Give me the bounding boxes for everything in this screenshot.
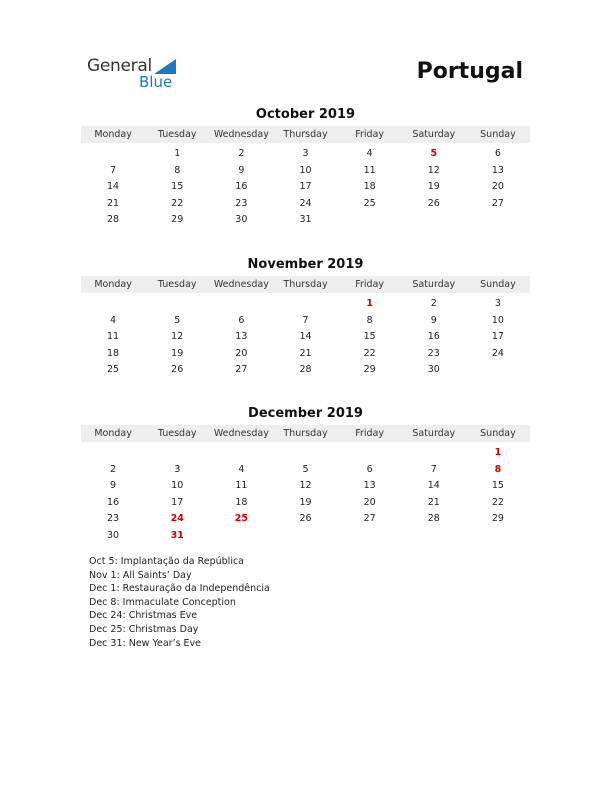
- day-grid: [81, 146, 530, 229]
- day-cell: 5: [302, 463, 309, 475]
- empty-cell: [209, 296, 273, 313]
- day-cell: 7: [302, 314, 309, 326]
- weekday-label: Monday: [94, 279, 132, 290]
- day-cell: 3: [302, 148, 309, 159]
- day-cell: 3: [494, 298, 501, 309]
- month-title: December 2019: [248, 406, 363, 421]
- day-cell: 18: [107, 347, 120, 359]
- day-cell: 17: [171, 496, 184, 508]
- day-cell: 23: [235, 197, 248, 209]
- holiday-note: Nov 1: All Saints’ Day: [89, 569, 192, 581]
- day-cell: 8: [366, 314, 373, 326]
- holiday-note: Dec 25: Christmas Day: [89, 623, 199, 635]
- day-cell: 15: [171, 181, 184, 192]
- day-cell: 17: [491, 331, 504, 342]
- day-cell: 22: [363, 347, 376, 359]
- day-cell: 20: [363, 496, 376, 508]
- weekday-label: Sunday: [480, 428, 516, 439]
- day-cell: 10: [299, 164, 312, 176]
- day-cell: 19: [171, 347, 184, 359]
- holiday-note: Dec 8: Immaculate Conception: [89, 596, 236, 608]
- day-cell: 9: [430, 314, 437, 326]
- day-cell: 7: [110, 164, 117, 176]
- weekday-header: [81, 276, 530, 293]
- day-cell: 18: [363, 181, 376, 192]
- day-cell: 6: [494, 148, 501, 159]
- empty-cell: [145, 296, 209, 313]
- day-cell: 24: [299, 197, 312, 209]
- day-cell: 29: [171, 214, 184, 225]
- day-cell: 16: [235, 181, 248, 192]
- weekday-label: Sunday: [480, 129, 516, 140]
- empty-cell: [81, 296, 145, 313]
- empty-cell: [273, 296, 337, 313]
- day-cell: 28: [427, 513, 440, 524]
- weekday-label: Monday: [94, 129, 132, 140]
- logo-word-general: General: [87, 56, 152, 76]
- holiday-day-cell: 25: [234, 513, 248, 524]
- weekday-label: Saturday: [412, 129, 456, 140]
- day-cell: 14: [107, 181, 120, 192]
- day-cell: 4: [110, 314, 117, 326]
- holiday-day-cell: 8: [494, 463, 502, 475]
- logo-triangle-icon: [154, 59, 176, 74]
- holiday-note: Dec 24: Christmas Eve: [89, 610, 198, 622]
- weekday-label: Thursday: [283, 428, 328, 439]
- day-cell: 4: [238, 463, 245, 475]
- day-cell: 6: [238, 314, 245, 326]
- weekday-label: Wednesday: [213, 129, 269, 140]
- weekday-label: Friday: [355, 279, 385, 290]
- day-cell: 26: [427, 197, 440, 209]
- month-title: November 2019: [247, 257, 364, 272]
- day-cell: 21: [107, 197, 120, 209]
- day-cell: 11: [235, 480, 248, 491]
- day-cell: 22: [171, 197, 184, 209]
- day-cell: 31: [299, 214, 312, 225]
- country-title: Portugal: [416, 59, 523, 84]
- month-december: [81, 405, 530, 544]
- weekday-label: Friday: [355, 129, 385, 140]
- weekday-label: Tuesday: [157, 428, 197, 439]
- day-cell: 28: [107, 214, 120, 225]
- day-cell: 1: [174, 148, 181, 159]
- day-cell: 21: [427, 496, 440, 508]
- weekday-header: [81, 425, 530, 442]
- day-cell: 10: [171, 480, 184, 491]
- day-cell: 7: [430, 463, 437, 475]
- weekday-label: Saturday: [412, 279, 456, 290]
- day-cell: 12: [299, 480, 312, 491]
- day-cell: 2: [110, 463, 117, 475]
- empty-cell: [81, 146, 145, 163]
- weekday-label: Monday: [94, 428, 132, 439]
- day-cell: 4: [366, 148, 373, 159]
- weekday-label: Saturday: [412, 428, 456, 439]
- day-cell: 16: [107, 496, 120, 508]
- day-cell: 28: [299, 364, 312, 375]
- day-cell: 3: [174, 463, 181, 475]
- holiday-day-cell: 5: [430, 148, 438, 159]
- holiday-day-cell: 24: [170, 513, 184, 524]
- day-cell: 26: [299, 513, 312, 524]
- holiday-note: Oct 5: Implantação da República: [89, 556, 244, 567]
- weekday-label: Tuesday: [157, 279, 197, 290]
- empty-cell: [338, 445, 402, 462]
- empty-cell: [402, 445, 466, 462]
- logo: [87, 56, 187, 92]
- day-cell: 15: [491, 480, 504, 491]
- day-cell: 12: [427, 164, 440, 176]
- holiday-note: Dec 31: New Year’s Eve: [89, 637, 202, 649]
- weekday-label: Wednesday: [213, 279, 269, 290]
- day-cell: 23: [107, 513, 120, 524]
- day-cell: 13: [363, 480, 376, 491]
- day-cell: 16: [427, 331, 440, 342]
- empty-cell: [209, 445, 273, 462]
- day-cell: 20: [235, 347, 248, 359]
- day-cell: 25: [107, 364, 120, 375]
- weekday-label: Friday: [355, 428, 385, 439]
- day-cell: 2: [430, 298, 437, 309]
- day-cell: 26: [171, 364, 184, 375]
- holiday-notes: [89, 555, 270, 650]
- month-october: [81, 106, 530, 229]
- day-cell: 29: [363, 364, 376, 375]
- day-cell: 21: [299, 347, 312, 359]
- day-cell: 14: [427, 480, 440, 491]
- day-cell: 18: [235, 496, 248, 508]
- day-cell: 15: [363, 331, 376, 342]
- weekday-header: [81, 126, 530, 143]
- day-cell: 14: [299, 331, 312, 342]
- day-cell: 19: [427, 181, 440, 192]
- day-cell: 11: [363, 164, 376, 176]
- day-grid: [81, 445, 530, 544]
- day-cell: 27: [235, 364, 248, 375]
- month-november: [81, 256, 530, 379]
- holiday-day-cell: 31: [170, 529, 184, 541]
- weekday-label: Thursday: [283, 129, 328, 140]
- holiday-day-cell: 1: [366, 298, 373, 309]
- day-cell: 27: [491, 197, 504, 209]
- day-cell: 30: [107, 529, 120, 541]
- day-cell: 8: [174, 164, 181, 176]
- empty-cell: [273, 445, 337, 462]
- day-cell: 13: [491, 164, 504, 176]
- day-cell: 11: [107, 331, 120, 342]
- empty-cell: [145, 445, 209, 462]
- day-cell: 2: [238, 148, 245, 159]
- day-cell: 24: [491, 347, 504, 359]
- day-cell: 12: [171, 331, 184, 342]
- weekday-label: Sunday: [480, 279, 516, 290]
- day-cell: 25: [363, 197, 376, 209]
- day-cell: 13: [235, 331, 248, 342]
- weekday-label: Tuesday: [157, 129, 197, 140]
- day-grid: [81, 296, 530, 379]
- weekday-label: Thursday: [283, 279, 328, 290]
- day-cell: 27: [363, 513, 376, 524]
- day-cell: 6: [366, 463, 373, 475]
- day-cell: 5: [174, 314, 181, 326]
- holiday-note: Dec 1: Restauração da Independência: [89, 583, 270, 595]
- holiday-day-cell: 1: [494, 447, 502, 458]
- day-cell: 17: [299, 181, 312, 192]
- empty-cell: [81, 445, 145, 462]
- day-cell: 23: [427, 347, 440, 359]
- day-cell: 22: [491, 496, 504, 508]
- month-title: October 2019: [255, 107, 356, 122]
- day-cell: 30: [235, 214, 248, 225]
- weekday-label: Wednesday: [213, 428, 269, 439]
- day-cell: 9: [238, 164, 245, 176]
- day-cell: 9: [110, 480, 117, 491]
- logo-word-blue: Blue: [139, 73, 173, 91]
- day-cell: 19: [299, 496, 312, 508]
- day-cell: 20: [491, 181, 504, 192]
- day-cell: 30: [427, 364, 440, 375]
- day-cell: 10: [491, 314, 504, 326]
- day-cell: 29: [491, 513, 504, 524]
